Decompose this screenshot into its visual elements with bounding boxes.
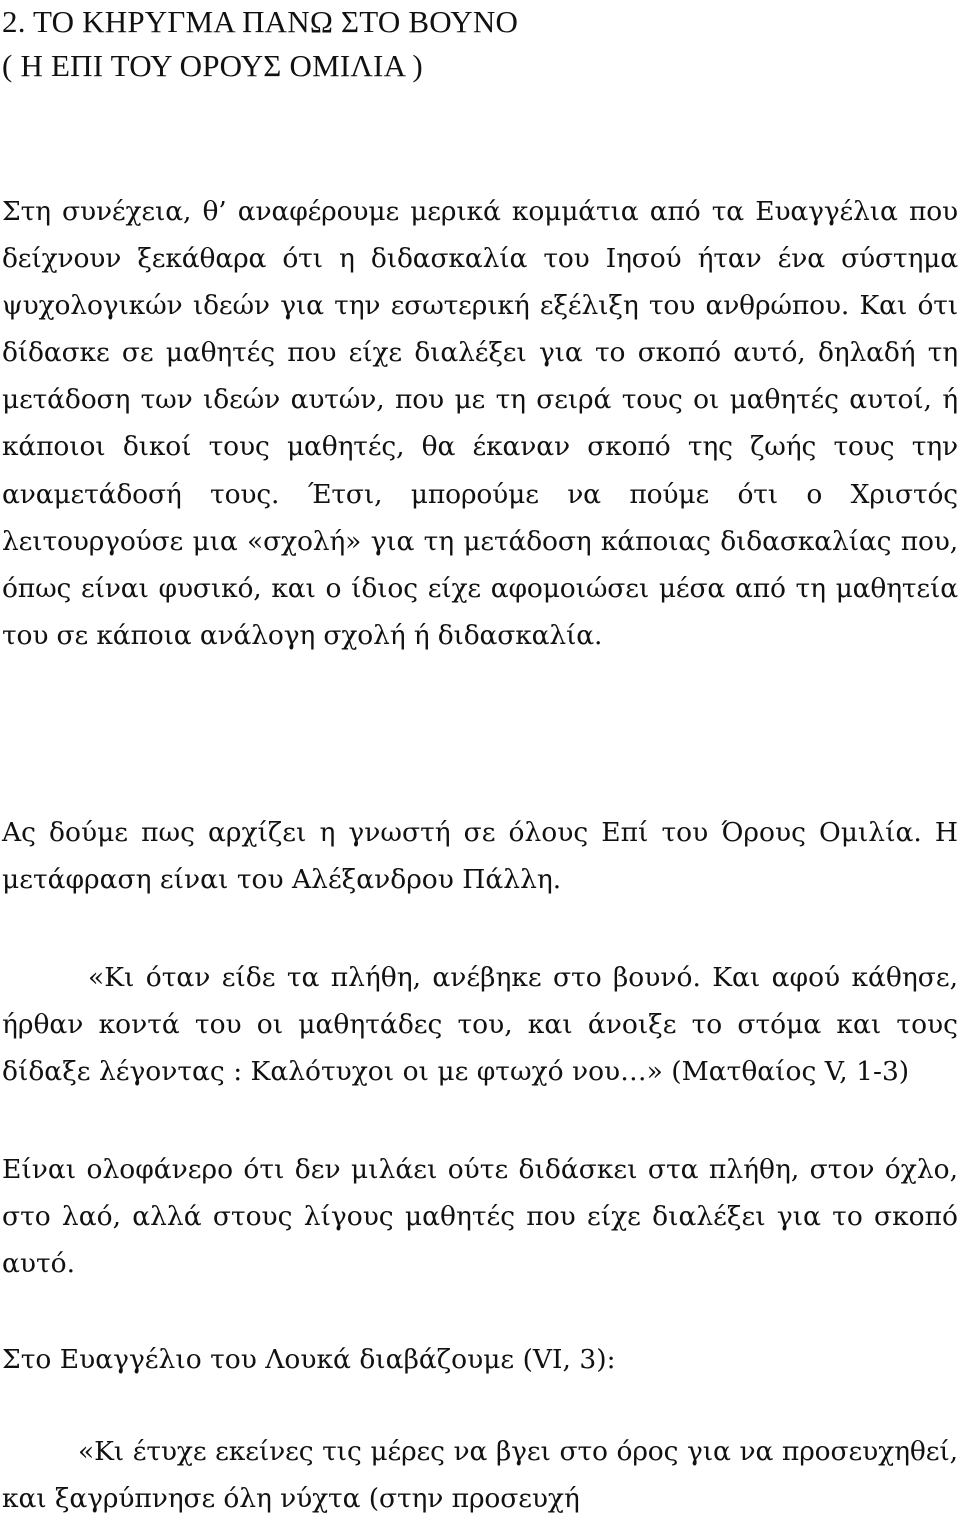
- sermon-intro-paragraph: Ας δούμε πως αρχίζει η γνωστή σε όλους Επί του Όρους Ομιλία. Η μετάφραση είναι του Αλέξανδρου Πάλλη.: [2, 817, 958, 896]
- chapter-subtitle: ( Η ΕΠΙ ΤΟΥ ΟΡΟΥΣ ΟΜΙΛΙΑ ): [2, 48, 423, 83]
- luke-quote: «Κι έτυχε εκείνες τις μέρες να βγει στο όρος για να προσευχηθεί, και ξαγρύπνησε όλη νύχτα (στην προσευχή: [2, 1436, 958, 1515]
- chapter-title: 2. ΤΟ ΚΗΡΥΓΜΑ ΠΑΝΩ ΣΤΟ ΒΟΥΝΟ: [2, 4, 519, 39]
- luke-intro-paragraph: Στο Ευαγγέλιο του Λουκά διαβάζουμε (VI, 3):: [2, 1344, 616, 1375]
- matthew-quote: «Κι όταν είδε τα πλήθη, ανέβηκε στο βουνό. Και αφού κάθησε, ήρθαν κοντά του οι μαθητάδες του, και άνοιξε το στόμα και τους δίδαξε λέγοντας : Καλότυχοι οι με φτωχό νου…» (Ματθαίος V, 1-3): [2, 962, 958, 1088]
- intro-paragraph: Στη συνέχεια, θ’ αναφέρουμε μερικά κομμάτια από τα Ευαγγέλια που δείχνουν ξεκάθαρα ότι η διδασκαλία του Ιησού ήταν ένα σύστημα ψυχολογικών ιδεών για την εσωτερική εξέλιξη του ανθρώπου. Και ότι δίδασκε σε μαθητές που είχε διαλέξει για το σκοπό αυτό, δηλαδή τη μετάδοση των ιδεών αυτών, που με τη σειρά τους οι μαθητές αυτοί, ή κάποιοι δικοί τους μαθητές, θα έκαναν σκοπό της ζωής τους την αναμετάδοσή τους. Έτσι, μπορούμε να πούμε ότι ο Χριστός λειτουργούσε μια «σχολή» για τη μετάδοση κάποιας διδασκαλίας που, όπως είναι φυσικό, και ο ίδιος είχε αφομοιώσει μέσα από τη μαθητεία του σε κάποια ανάλογη σχολή ή διδασκαλία.: [2, 196, 958, 651]
- commentary-paragraph: Είναι ολοφάνερο ότι δεν μιλάει ούτε διδάσκει στα πλήθη, στον όχλο, στο λαό, αλλά στους λίγους μαθητές που είχε διαλέξει για το σκοπό αυτό.: [2, 1154, 958, 1280]
